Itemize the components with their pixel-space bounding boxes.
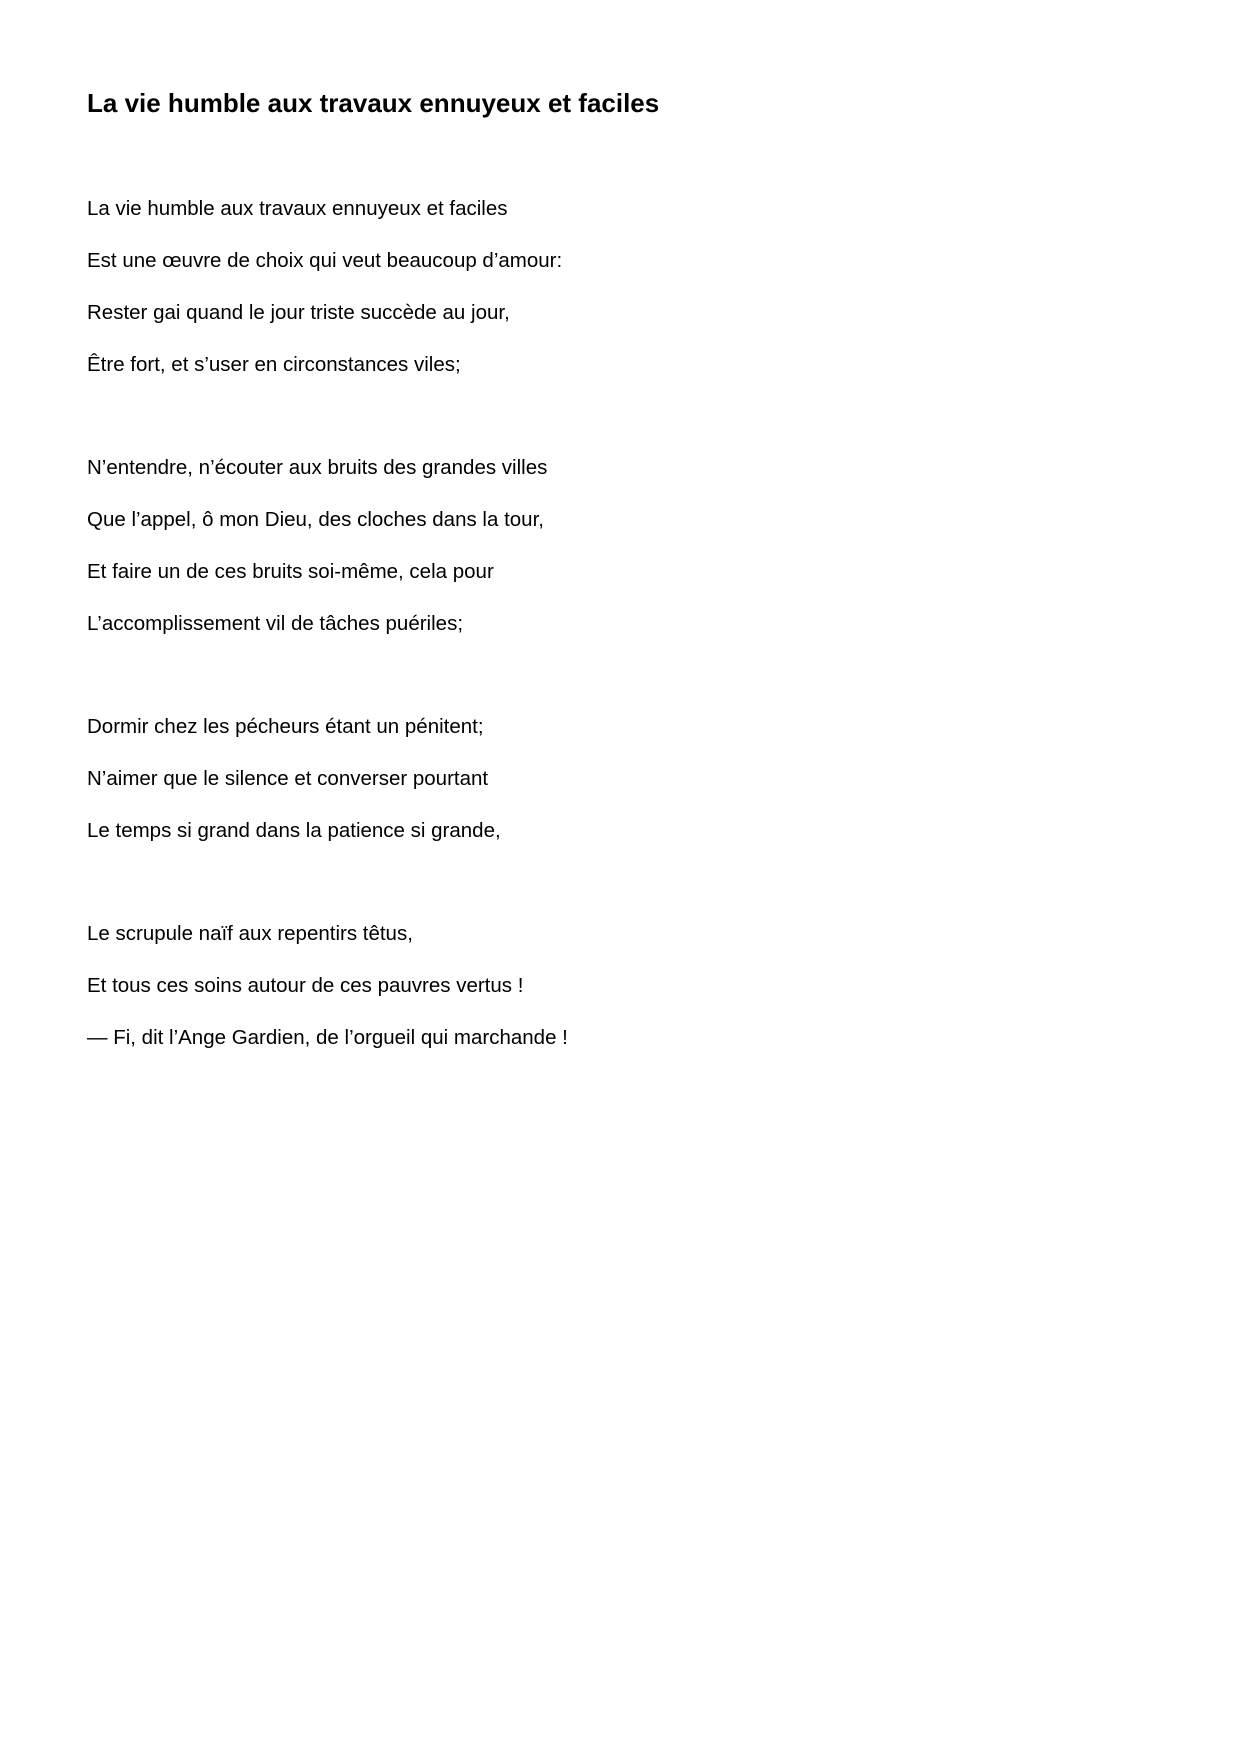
poem-line: N’entendre, n’écouter aux bruits des grandes villes (87, 456, 548, 479)
poem-line: Est une œuvre de choix qui veut beaucoup d’amour: (87, 249, 563, 272)
poem-line: Et faire un de ces bruits soi-même, cela pour (87, 560, 494, 583)
poem-title: La vie humble aux travaux ennuyeux et faciles (87, 88, 660, 118)
poem-line: L’accomplissement vil de tâches puériles; (87, 612, 464, 635)
poem-line: Dormir chez les pécheurs étant un pénitent; (87, 715, 484, 738)
poem-line: N’aimer que le silence et converser pourtant (87, 767, 489, 790)
poem-line: Être fort, et s’user en circonstances viles; (87, 353, 461, 376)
poem-line: Le temps si grand dans la patience si grande, (87, 819, 501, 842)
stanza-4 (87, 921, 568, 1077)
poem-line: Rester gai quand le jour triste succède au jour, (87, 301, 510, 324)
stanza-1 (87, 196, 562, 404)
poem-line: Le scrupule naïf aux repentirs têtus, (87, 922, 413, 945)
stanza-2 (87, 455, 547, 663)
poem-line: Et tous ces soins autour de ces pauvres vertus ! (87, 974, 524, 997)
poem-line: — Fi, dit l’Ange Gardien, de l’orgueil qui marchande ! (87, 1026, 568, 1049)
stanza-3 (87, 714, 501, 870)
poem-line: La vie humble aux travaux ennuyeux et faciles (87, 197, 508, 220)
poem-line: Que l’appel, ô mon Dieu, des cloches dans la tour, (87, 508, 544, 531)
